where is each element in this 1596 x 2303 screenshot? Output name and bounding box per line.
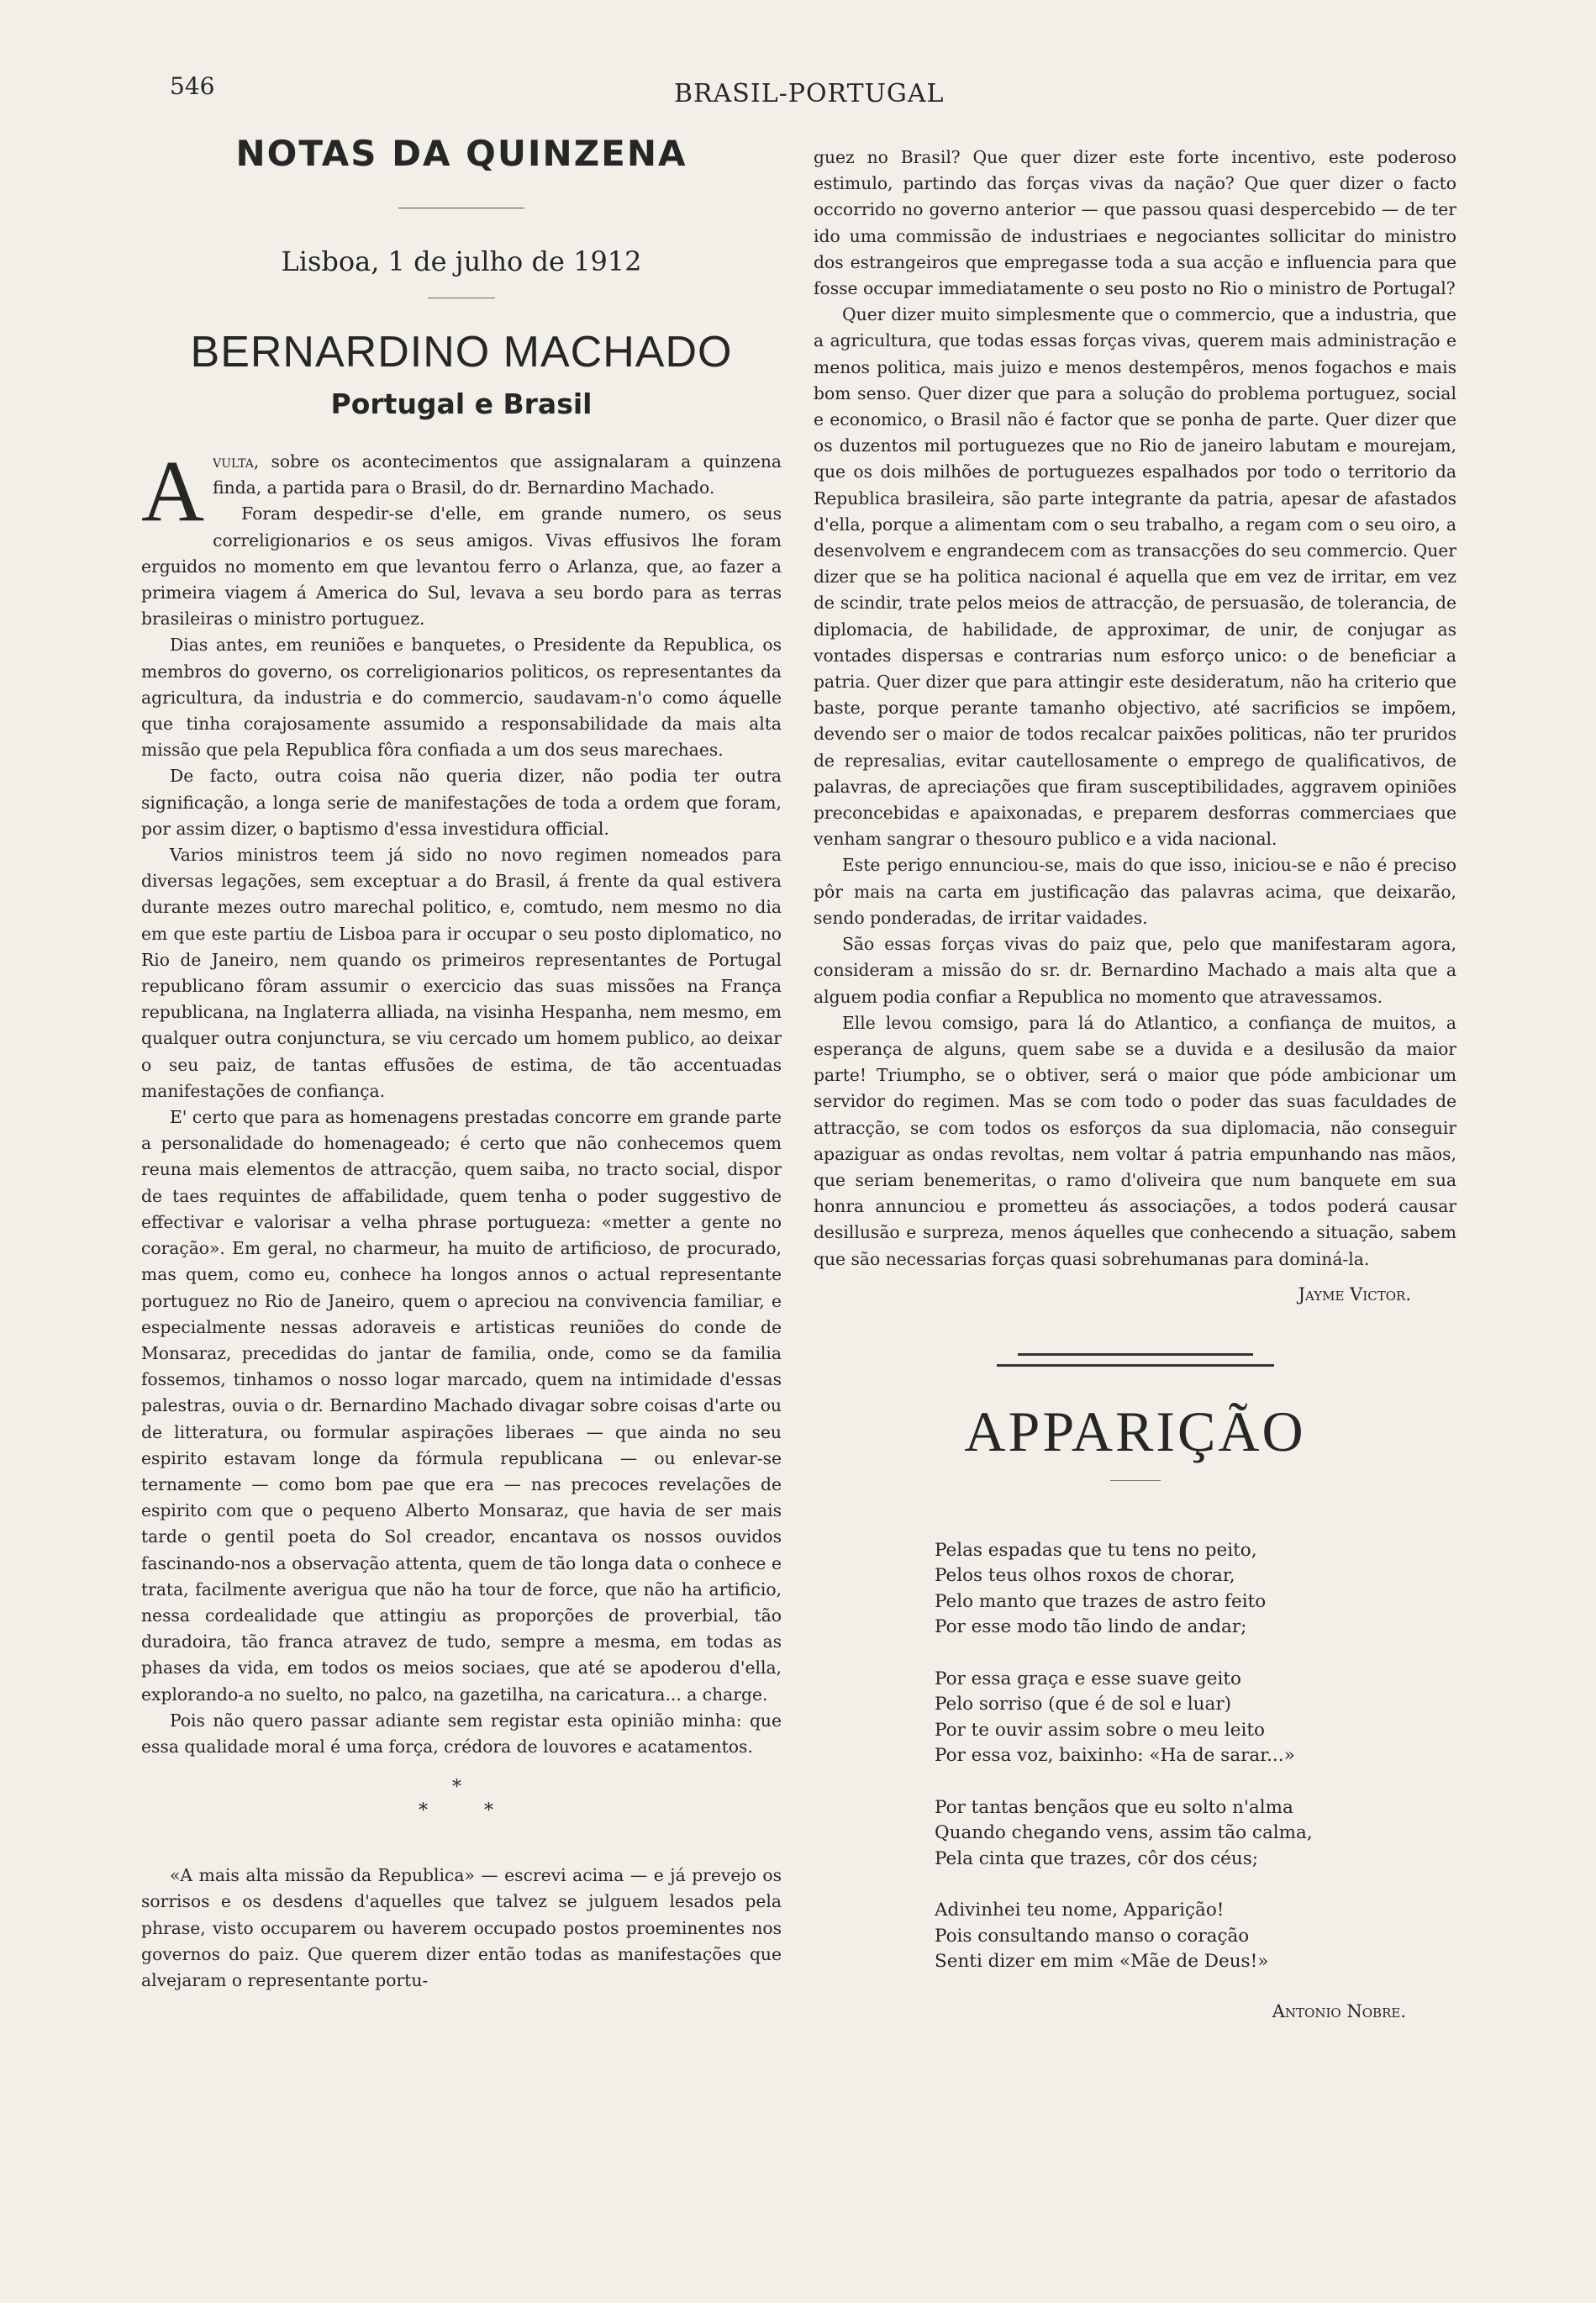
paragraph: Varios ministros teem já sido no novo regimen nomeados para diversas legações, sem exceptuar a do Brasil, á frente da qual estivera durante mezes outro marechal politico, e, comtudo, nem mesmo no dia em que este partiu de Lisboa para ir occupar o seu posto diplomatico, no Rio de Janeiro, nem quando os primeiros representantes de Portugal republicano fôram assumir o exercicio das suas missões na França republicana, na Inglaterra alliada, na visinha Hespanha, nem mesmo, em qualquer outra conjunctura, se viu cercado um homem publico, ao deixar o seu paiz, de tantas effusões de estima, de tão accentuadas manifestações de confiança. — [141, 845, 782, 1101]
poem-line: Por te ouvir assim sobre o meu leito — [935, 1719, 1265, 1741]
article-body-continued — [814, 145, 1456, 1273]
poem-line: Pela cinta que trazes, côr dos céus; — [935, 1847, 1259, 1869]
poem-line: Por essa graça e esse suave geito — [935, 1668, 1241, 1689]
star: * — [484, 1800, 493, 1822]
poem-line: Pois consultando manso o coração — [935, 1925, 1250, 1947]
poem-line: Pelo sorriso (que é de sol e luar) — [935, 1694, 1231, 1715]
star: * — [452, 1777, 461, 1799]
article-title: BERNARDINO MACHADO — [190, 328, 733, 377]
divider — [1110, 1480, 1161, 1481]
star-separator — [141, 1777, 782, 1844]
poem-line: Senti dizer em mim «Mãe de Deus!» — [935, 1951, 1269, 1973]
paragraph-text: , sobre os acontecimentos que assignalaram a quinzena finda, a partida para o Brasil, do dr. Bernardino Machado. — [213, 451, 782, 498]
poem-line: Pelas espadas que tu tens no peito, — [935, 1539, 1257, 1561]
drop-cap: A — [141, 443, 205, 540]
article-body — [141, 443, 782, 1760]
paragraph: Foram despedir-se d'elle, em grande numero, os seus correligionarios e os seus amigos. Vivas effusivos lhe foram erguidos no momento em que levantou ferro o Arlanza, que, ao fazer a primeira viagem á America do Sul, levava a seu bordo para as terras brasileiras o ministro portuguez. — [141, 503, 782, 630]
left-column — [141, 126, 782, 1994]
poem-line: Adivinhei teu nome, Apparição! — [935, 1900, 1225, 1921]
paragraph: Este perigo ennunciou-se, mais do que isso, iniciou-se e não é preciso pôr mais na carta em justificação das palavras acima, que deixarão, sendo ponderadas, de irritar vaidades. — [814, 855, 1456, 928]
page-number: 546 — [170, 72, 215, 100]
double-rule — [997, 1353, 1274, 1367]
paragraph: São essas forças vivas do paiz que, pelo que manifestaram agora, consideram a missão do sr. dr. Bernardino Machado a mais alta que a alguem podia confiar a Republica no momento que atravessamos. — [814, 934, 1456, 1007]
poem-line: Pelos teus olhos roxos de chorar, — [935, 1565, 1235, 1587]
stanza — [935, 1667, 1456, 1769]
paragraph: Pois não quero passar adiante sem registar esta opinião minha: que essa qualidade moral é uma força, crédora de louvores e acatamentos. — [141, 1710, 782, 1757]
poem-line: Por tantas bençãos que eu solto n'alma — [935, 1796, 1293, 1818]
article-body-continued — [141, 1863, 782, 1994]
author-signature: Jayme Victor. — [1298, 1283, 1411, 1304]
poem — [935, 1538, 1456, 1975]
article-subtitle: Portugal e Brasil — [330, 387, 593, 420]
poem-line: Por essa voz, baixinho: «Ha de sarar...» — [935, 1745, 1295, 1767]
poem-title: APPARIÇÃO — [964, 1399, 1306, 1463]
poem-line: Quando chegando vens, assim tão calma, — [935, 1822, 1313, 1844]
poem-line: Pelo manto que trazes de astro feito — [935, 1590, 1267, 1612]
running-title: BRASIL-PORTUGAL — [674, 79, 945, 108]
paragraph: Quer dizer muito simplesmente que o commercio, que a industria, que a agricultura, que todas essas forças vivas, querem mais administração e menos politica, mais juizo e menos destempêros, menos fogachos e mais bom senso. Quer dizer que para a solução do problema portuguez, social e economico, o Brasil não é factor que se ponha de parte. Quer dizer que os duzentos mil portuguezes que no Rio de janeiro labutam e mourejam, que os dois milhões de portuguezes espalhados por todo o territorio da Republica brasileira, são parte integrante da patria, apesar de afastados d'ella, porque a alimentam com o seu trabalho, a regam com o seu oiro, a desenvolvem e engrandecem com as transacções do seu commercio. Quer dizer que se ha politica nacional é aquella que em vez de irritar, em vez de scindir, trate pelos meios de attracção, de persuasão, de tolerancia, de diplomacia, de habilidade, de approximar, de unir, de conjugar as vontades dispersas e contrarias num esforço unico: o de beneficiar a patria. Quer dizer que para attingir este desideratum, não ha criterio que baste, porque perante tamanho objectivo, até sacrificios se impõem, devendo ser o maior de todos recalcar paixões politicas, não ter pruridos de represalias, evitar cautellosamente o emprego de qualificativos, de palavras, de apreciações que firam susceptibilidades, aggravem opiniões preconcebidas e apaixonadas, e preparem desforras commerciaes que venham sangrar o thesouro publico e a vida nacional. — [814, 304, 1456, 850]
stanza — [935, 1538, 1456, 1641]
poem-author: Antonio Nobre. — [1272, 2000, 1406, 2021]
paragraph: Elle levou comsigo, para lá do Atlantico, a confiança de muitos, a esperança de alguns, quem sabe se a duvida e a desilusão da maior parte! Triumpho, se o obtiver, será o maior que póde ambicionar um servidor do regimen. Mas se com todo o poder das suas faculdades de attracção, se com todos os esforços da sua diplomacia, não conseguir apaziguar as ondas revoltas, nem voltar á patria empunhando nas mãos, que seriam benemeritas, o ramo d'oliveira que num banquete em sua honra annunciou e prometteu ás associações, a todos poderá causar desillusão e surpreza, menos áquelles que conhecendo a situação, sabem que são necessarias forças quasi sobrehumanas para dominá-la. — [814, 1012, 1456, 1269]
poem-line: Por esse modo tão lindo de andar; — [935, 1616, 1247, 1638]
paragraph: De facto, outra coisa não queria dizer, não podia ter outra significação, a longa serie de manifestações de toda a ordem que foram, por assim dizer, o baptismo d'essa investidura official. — [141, 766, 782, 839]
section-title: NOTAS DA QUINZENA — [235, 133, 687, 174]
stanza — [935, 1795, 1456, 1873]
lead-smallcaps: vulta — [213, 451, 254, 472]
right-column — [814, 145, 1456, 2021]
paragraph: «A mais alta missão da Republica» — escrevi acima — e já prevejo os sorrisos e os desdens d'aquelles que talvez se julguem lesados pela phrase, visto occuparem ou haverem occupado postos proeminentes nos governos do paiz. Que querem dizer então todas as manifestações que alvejaram o representante portu- — [141, 1865, 782, 1990]
paragraph — [141, 443, 782, 540]
paragraph: Dias antes, em reuniões e banquetes, o Presidente da Republica, os membros do governo, os correligionarios politicos, os representantes da agricultura, da industria e do commercio, saudavam-n'o como áquelle que tinha corajosamente assumido a responsabilidade da mais alta missão que pela Republica fôra confiada a um dos seus marechaes. — [141, 635, 782, 761]
paragraph: E' certo que para as homenagens prestadas concorre em grande parte a personalidade do homenageado; é certo que não conhecemos quem reuna mais elementos de attracção, quem saiba, no tracto social, dispor de taes requintes de affabilidade, quem tenha o poder suggestivo de effectivar e valorisar a velha phrase portugueza: «metter a gente no coração». Em geral, no charmeur, ha muito de artificioso, de procurado, mas quem, como eu, conhece ha longos annos o actual representante portuguez no Rio de Janeiro, quem o apreciou na convivencia familiar, e especialmente nessas adoraveis e artisticas reuniões do conde de Monsaraz, precedidas do jantar de familia, onde, como se da familia fossemos, tinhamos o nosso logar marcado, quem na intimidade d'essas palestras, ouvia o dr. Bernardino Machado divagar sobre coisas d'arte ou de litteratura, ou formular aspirações liberaes — que ainda no seu espirito estavam longe da fórmula republicana — ou enlevar-se ternamente — como bom pae que era — nas precoces revelações de espirito com que o pequeno Alberto Monsaraz, que havia de ser mais tarde o gentil poeta do Sol creador, encantava os nossos ouvidos fascinando-nos a observação attenta, quem de tão longa data o conhece e trata, facilmente averigua que não ha tour de force, que não ha artificio, nessa cordealidade que attingiu as proporções de proverbial, tão duradoira, tão franca atravez de tudo, sempre a mesma, em todas as phases da vida, em todos os meios sociaes, que até se apoderou d'ella, explorando-a no suelto, no palco, na gazetilha, na caricatura... a charge. — [141, 1107, 782, 1705]
stanza — [935, 1898, 1456, 1975]
star: * — [419, 1800, 428, 1822]
dateline: Lisboa, 1 de julho de 1912 — [281, 245, 642, 277]
paragraph: guez no Brasil? Que quer dizer este forte incentivo, este poderoso estimulo, partindo das forças vivas da nação? Que quer dizer o facto occorrido no governo anterior — que passou quasi despercebido — de ter ido uma commissão de industriaes e negociantes sollicitar do ministro dos estrangeiros que empregasse toda a sua acção e influencia para que fosse occupar immediatamente o seu posto no Rio o ministro de Portugal? — [814, 147, 1456, 299]
